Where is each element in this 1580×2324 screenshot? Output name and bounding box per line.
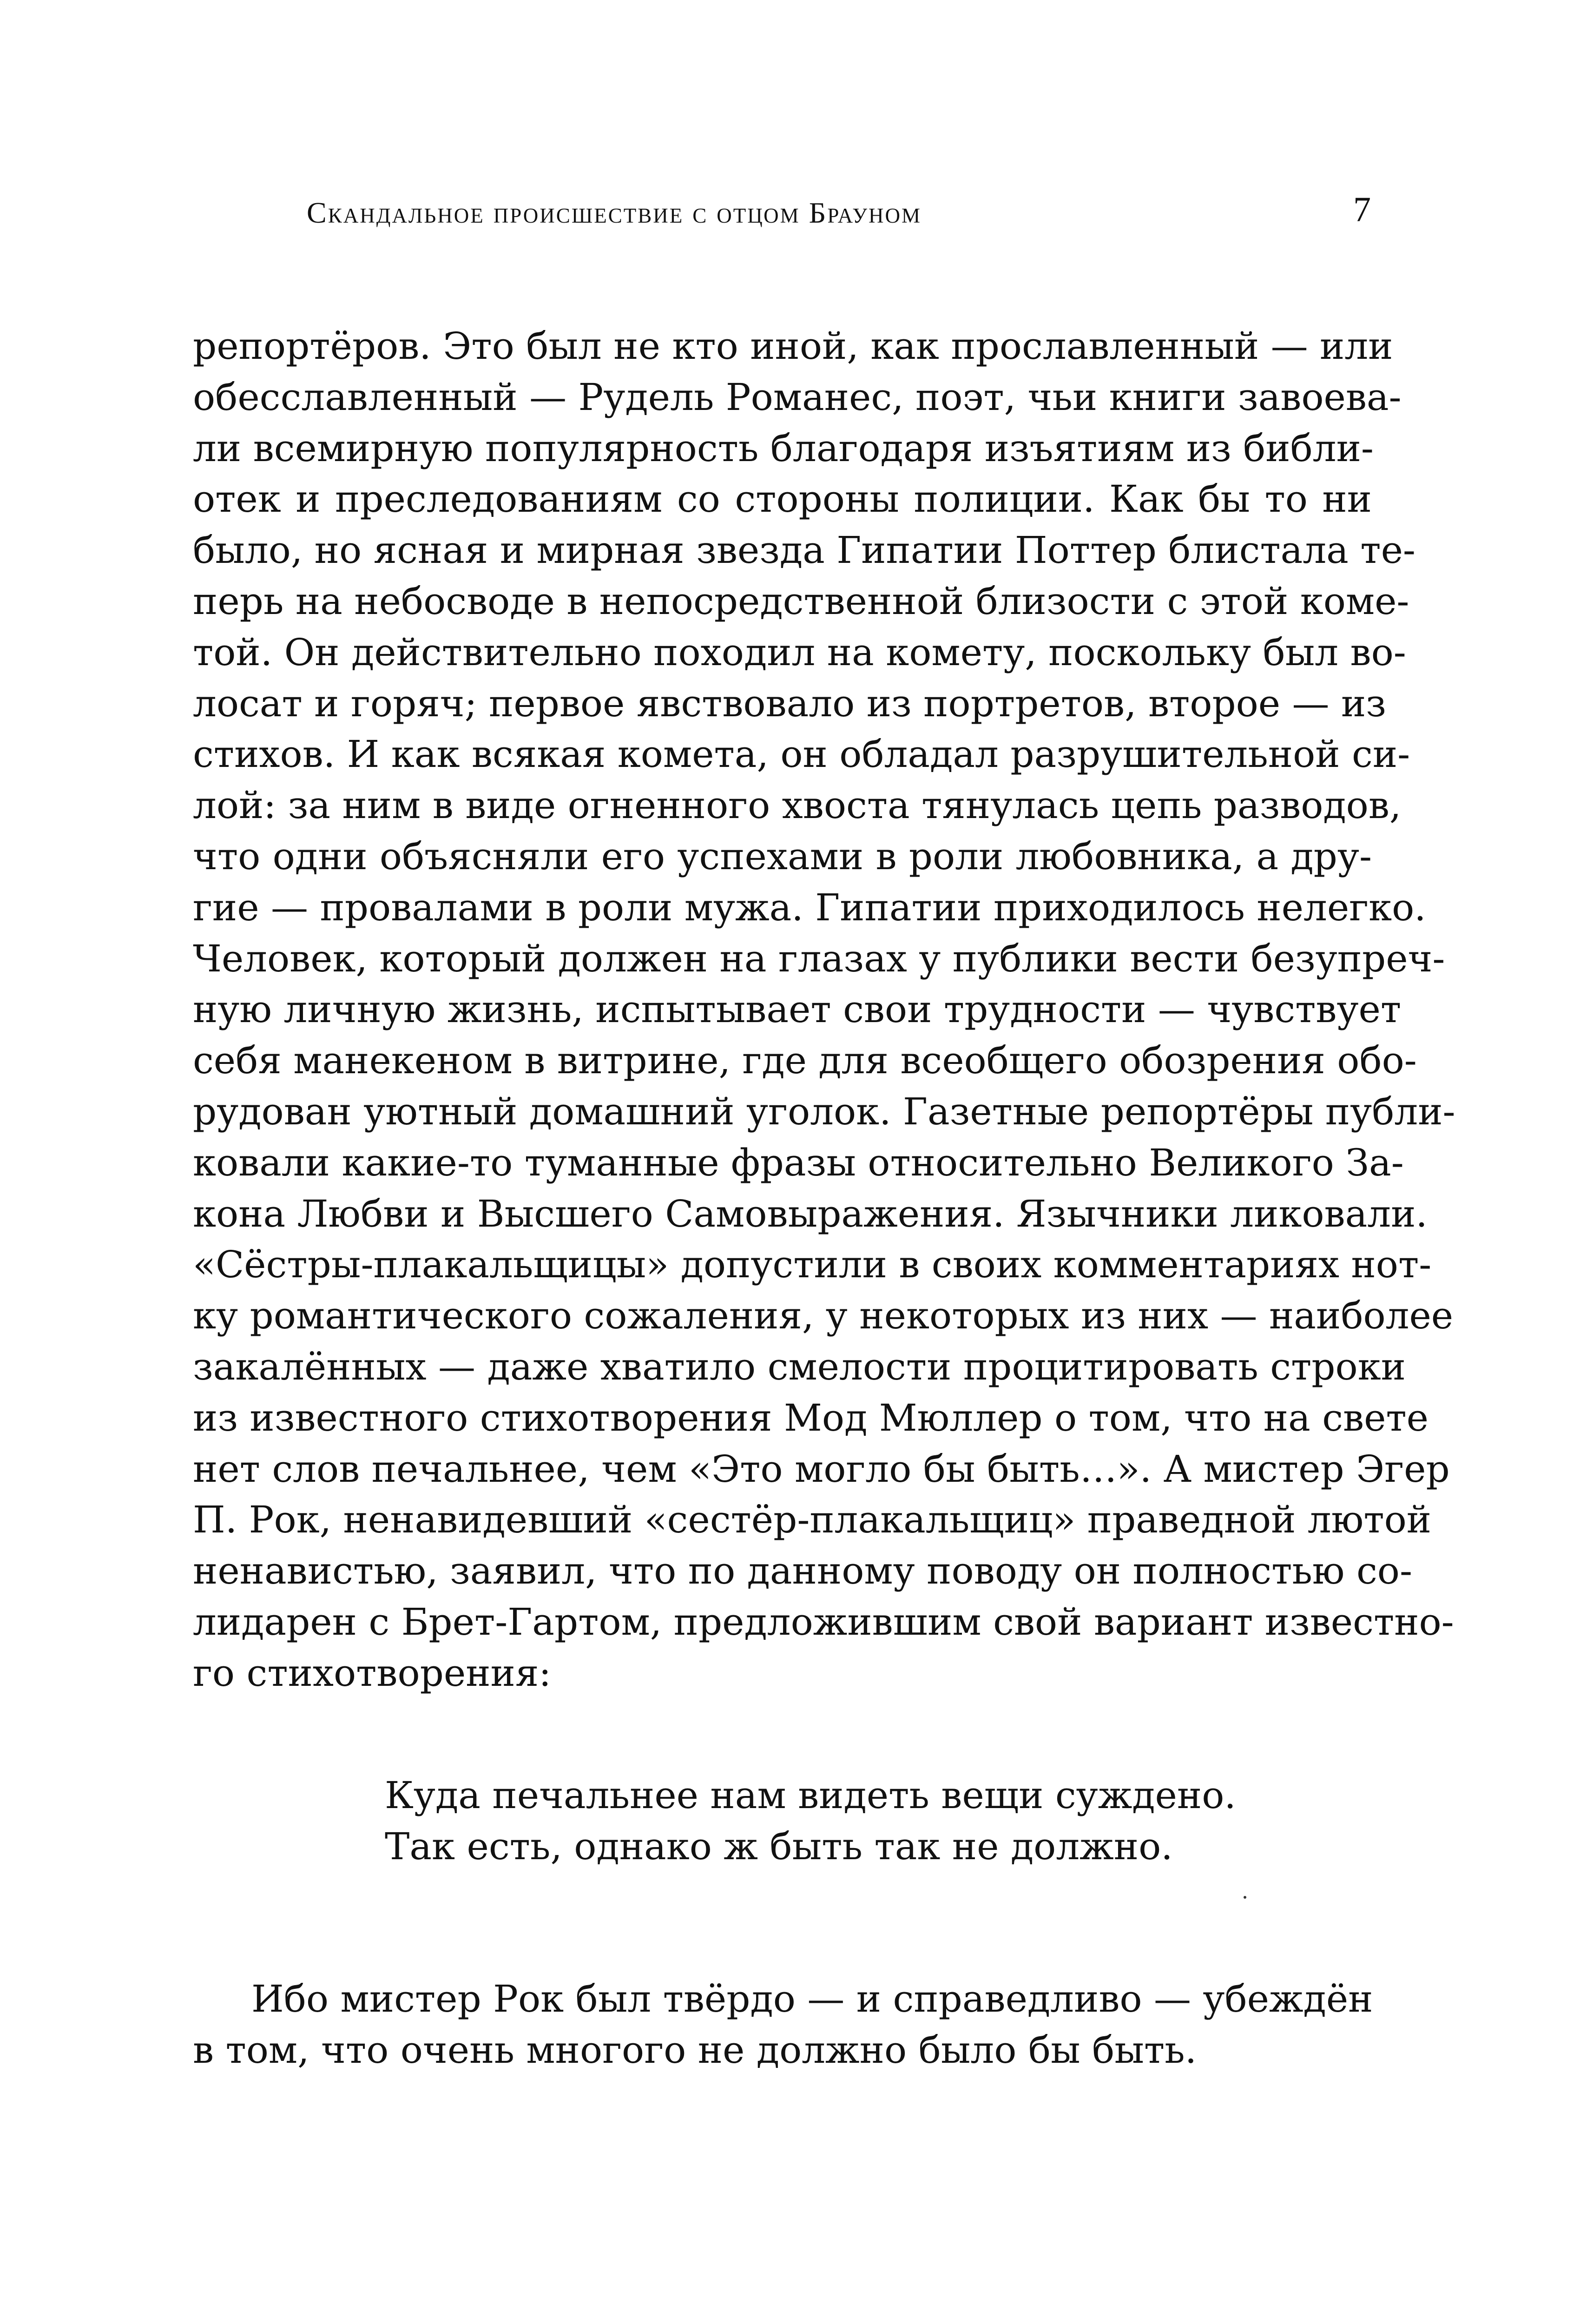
text-line: обесславленный — Рудель Романес, поэт, чьи книги завоева- bbox=[193, 375, 1402, 419]
text-line: лосат и горяч; первое явствовало из портретов, второе — из bbox=[193, 681, 1386, 725]
body-paragraph bbox=[193, 321, 1455, 1699]
text-line: ненавистью, заявил, что по данному поводу он полностью со- bbox=[193, 1549, 1412, 1593]
text-line: из известного стихотворения Мод Мюллер о том, что на свете bbox=[193, 1396, 1429, 1439]
text-line: той. Он действительно походил на комету, поскольку был во- bbox=[193, 630, 1406, 674]
print-speck bbox=[1244, 1896, 1246, 1899]
text-line: закалённых — даже хватило смелости процитировать строки bbox=[193, 1345, 1406, 1388]
text-line: П. Рок, ненавидевший «сестёр-плакальщиц» праведной лютой bbox=[193, 1498, 1432, 1542]
text-line: репортёров. Это был не кто иной, как прославленный — или bbox=[193, 324, 1393, 368]
closing-paragraph bbox=[193, 1974, 1372, 2076]
text-line: го стихотворения: bbox=[193, 1651, 552, 1695]
text-line: Ибо мистер Рок был твёрдо — и справедливо — убеждён bbox=[251, 1977, 1373, 2020]
text-line: «Сёстры-плакальщицы» допустили в своих комментариях нот- bbox=[193, 1243, 1432, 1287]
verse-quote bbox=[385, 1770, 1236, 1872]
text-line: перь на небосводе в непосредственной близости с этой коме- bbox=[193, 579, 1409, 623]
text-line: было, но ясная и мирная звезда Гипатии Поттер блистала те- bbox=[193, 528, 1415, 572]
text-line: рудован уютный домашний уголок. Газетные репортёры публи- bbox=[193, 1089, 1455, 1133]
text-line: ку романтического сожаления, у некоторых из них — наиболее bbox=[193, 1294, 1454, 1338]
text-line: себя манекеном в витрине, где для всеобщего обозрения обо- bbox=[193, 1039, 1417, 1083]
running-title: Скандальное происшествие с отцом Брауном bbox=[307, 196, 922, 229]
text-line: ковали какие-то туманные фразы относительно Великого За- bbox=[193, 1141, 1404, 1184]
text-line: отек и преследованиям со стороны полиции. Как бы то ни bbox=[193, 477, 1372, 521]
text-line: нет слов печальнее, чем «Это могло бы быть…». А мистер Эгер bbox=[193, 1447, 1450, 1491]
text-line: лой: за ним в виде огненного хвоста тянулась цепь разводов, bbox=[193, 784, 1402, 827]
text-line: Человек, который должен на глазах у публики вести безупреч- bbox=[193, 937, 1445, 980]
verse-line: Так есть, однако ж быть так не должно. bbox=[385, 1825, 1173, 1868]
text-line: ную личную жизнь, испытывает свои трудности — чувствует bbox=[193, 988, 1402, 1031]
text-line: что одни объясняли его успехами в роли любовника, а дру- bbox=[193, 834, 1372, 878]
text-line: гие — провалами в роли мужа. Гипатии приходилось нелегко. bbox=[193, 885, 1426, 929]
text-line: лидарен с Брет-Гартом, предложившим свой вариант известно- bbox=[193, 1600, 1454, 1644]
text-line: стихов. И как всякая комета, он обладал разрушительной си- bbox=[193, 733, 1410, 776]
verse-line: Куда печальнее нам видеть вещи суждено. bbox=[385, 1774, 1236, 1817]
text-line: ли всемирную популярность благодаря изъятиям из библи- bbox=[193, 426, 1374, 470]
text-line: в том, что очень многого не должно было бы быть. bbox=[193, 2028, 1197, 2072]
text-line: кона Любви и Высшего Самовыражения. Язычники ликовали. bbox=[193, 1192, 1428, 1235]
page-number: 7 bbox=[1353, 190, 1371, 229]
